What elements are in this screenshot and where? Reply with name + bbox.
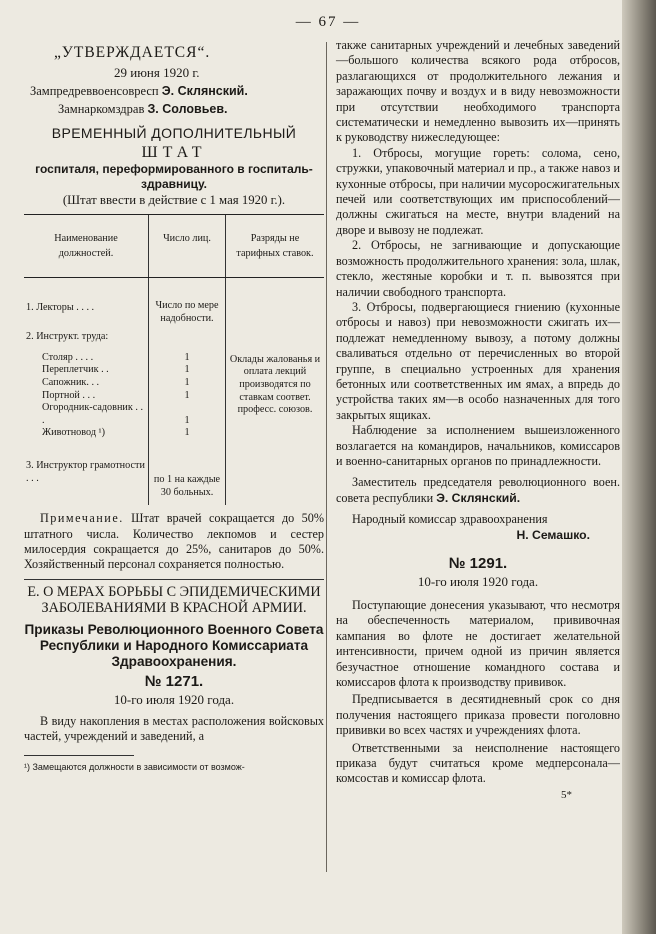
row-literacy-instructor: 3. Инструктор грамотности . . . [26,459,145,484]
item-carpenter: Столяр . . . . [42,351,94,363]
staff-table-header [24,215,324,278]
note-label: Примечание. [40,511,124,526]
staff-effective-date: (Штат ввести в действие с 1 мая 1920 г.). [62,193,286,207]
staff-table [24,214,324,505]
order-1271-supervision: Наблюдение за исполнением вышеизложенного возлагается на командиров, начальников, комиссаров и военно-санитарных органов по принадлежности. [336,423,620,468]
right-column [336,38,620,801]
count-bookbinder: 1 [149,364,226,377]
page-number: — 67 — [295,14,361,30]
staff-note [24,511,324,573]
approval-signature-2 [58,102,324,117]
right-sig1-role: Заместитель председателя революционного воен. совета республики [336,475,620,505]
orders-heading: Приказы Революционного Военного Совета Республики и Народного Комиссариата Здравоохранения. [24,621,324,669]
section-title: Е. О МЕРАХ БОРЬБЫ С ЭПИДЕМИЧЕСКИМИ ЗАБОЛЕВАНИЯМИ В КРАСНОЙ АРМИИ. [24,579,324,617]
note-text: Штат врачей сокращается до 50% штатного числа. Количество лекпомов и сестер милосердия сокращается до 25%, санитаров до 50%. Хозяйственный персонал сохраняется полностью. [24,511,324,572]
order-1291-paragraph-3: Ответственными за неисполнение настоящего приказа будут считаться кроме медперсонала—комсостав и комиссар флота. [336,740,620,786]
sig1-name: Э. Склянский. [161,84,248,98]
order-1271-point-3: 3. Отбросы, подвергающиеся гниению (кухонные отбросы и навоз) при невозможности сжигать их—подлежат немедленному вывозу, а потому должны сваливаться отдельно от перечисленных во второй группе, в специально устроенных для хранения бетонных или соответственных им ямах, а впредь до устройства таких ям—в особо назначенных для того закрытых ящиках. [336,299,620,422]
item-tailor: Портной . . . [42,389,96,401]
count-shoemaker: 1 [149,377,226,390]
order-1271-continuation: также санитарных учреждений и лечебных заведений—большого количества всякого рода отбросов, разлагающихся от продолжительного лежания и заражающих почву и воздух и в виду невозможности при отсутствии необходимого транспорта систематически и немедленно вывозить их—принять к руководству нижеследующее: [336,38,620,145]
count-gardener: 1 [149,402,226,427]
header-count: Число лиц. [149,215,226,278]
row-labor-instructors: 2. Инструкт. труда: [26,331,109,343]
item-livestock-keeper: Животновод ¹) [42,427,105,439]
right-sig1-name: Э. Склянский. [436,490,521,505]
staff-shtat: ШТАТ [141,144,207,161]
pay-note: Оклады жалованья и оплата лекций производятся по ставкам соответ. професс. союзов. [226,352,325,440]
item-bookbinder: Переплетчик . . [42,364,109,376]
staff-subtitle: госпиталя, переформированного в госпиталь-здравницу. [35,162,313,191]
book-binding-edge [622,0,656,934]
order-1271-signature-2 [336,512,620,527]
order-1291-paragraph-2: Предписывается в десятидневный срок со дня получения настоящего приказа провести поголовно прививки во всех частях и учреждениях флота. [336,692,620,738]
item-shoemaker: Сапожник. . . [42,376,100,388]
right-sig2-role: Народный комиссар здравоохранения [352,512,548,527]
table-row [24,440,324,505]
sig2-role: Замнаркомздрав [58,102,145,116]
order-1271-point-1: 1. Отбросы, могущие гореть: солома, сено, стружки, упаковочный материал и пр., а также навоз и кухонные отбросы, при наличии мусоросжигательных печей или соответствующих им приспособлений—должны сжигаться на месте, внутри владений на дворе и вывозу не подлежат. [336,145,620,237]
sheet-signature-mark: 5* [561,788,572,801]
column-divider [326,42,327,872]
order-number-1271: № 1271. [144,672,204,690]
header-pay-grade: Разряды не тарифных ставок. [226,215,325,278]
row-lecturers: 1. Лекторы . . . . [26,302,95,313]
order-1271-point-2: 2. Отбросы, не загнивающие и допускающие возможность продолжительного хранения: зола, шлак, стекло, жестяные коробки и т. п. вывозятся при наличии свободного транспорта. [336,238,620,299]
table-row [24,325,324,352]
sig1-role: Зампредреввоенсовресп [30,84,159,98]
footnote: ¹) Замещаются должности в зависимости от возмож- [24,761,245,772]
approval-date: 29 июня 1920 г. [114,65,200,80]
count-tailor: 1 [149,390,226,403]
order-1271-intro: В виду накопления в местах расположения войсковых частей, учреждений и заведений, а [24,713,324,744]
approval-signature-1 [30,84,324,99]
count-livestock-keeper: 1 [149,427,226,440]
order-1291-paragraph-1: Поступающие донесения указывают, что несмотря на обеспеченность материалом, прививочная кампания во флоте не достигает желательной интенсивности, причем одной из причин является безучастное отношение командного состава и комиссаров флота к производству прививок. [336,598,620,690]
table-row [24,278,324,326]
item-gardener: Огородник-садовник . . . [42,402,143,426]
left-column [24,40,324,772]
row-literacy-count: по 1 на каждые 30 больных. [149,440,226,505]
count-carpenter: 1 [149,352,226,365]
sig2-name: З. Соловьев. [147,102,228,116]
right-sig2-name: Н. Семашко. [516,527,590,542]
row-lecturers-count: Число по мере надобности. [149,278,226,326]
order-date-1291: 10-го июля 1920 года. [417,574,539,589]
table-row [24,352,324,365]
order-number-1291: № 1291. [448,555,508,572]
staff-title: ВРЕМЕННЫЙ ДОПОЛНИТЕЛЬНЫЙ [51,125,297,141]
order-1271-signature-1 [336,475,620,506]
approval-heading: „УТВЕРЖДАЕТСЯ“. [54,44,211,61]
order-date-1271: 10-го июля 1920 года. [113,691,235,707]
header-position: Наименование должностей. [24,215,149,278]
footnote-rule [24,755,134,756]
